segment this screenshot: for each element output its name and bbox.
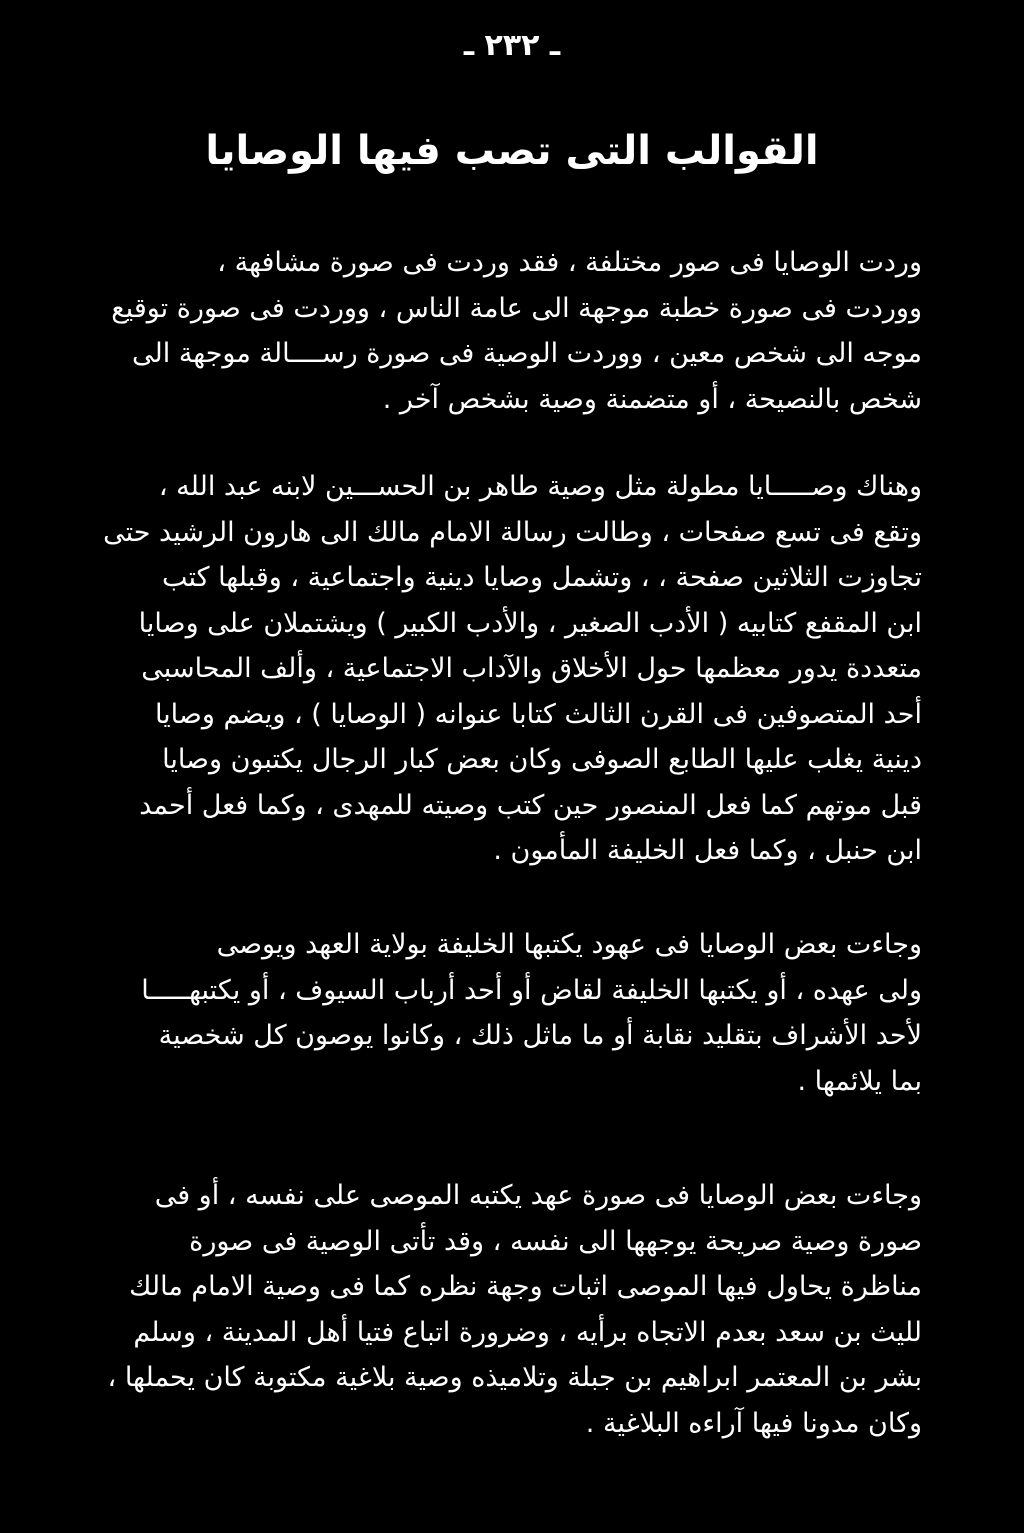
text-line: لليث بن سعد بعدم الاتجاه برأيه ، وضرورة اتباع فتيا أهل المدينة ، وسلم: [133, 1316, 922, 1348]
chapter-title: القوالب التى تصب فيها الوصايا: [205, 128, 819, 174]
text-line: تجاوزت الثلاثين صفحة ، ، وتشمل وصايا دينية واجتماعية ، وقبلها كتب: [161, 562, 922, 593]
text-line: مناظرة يحاول فيها الموصى اثبات وجهة نظره كما فى وصية الامام مالك: [129, 1271, 922, 1302]
text-line: وردت الوصايا فى صور مختلفة ، فقد وردت فى صورة مشافهة ،: [217, 247, 922, 278]
text-line: وكان مدونا فيها آراءه البلاغية .: [585, 1407, 922, 1439]
text-line: ووردت فى صورة خطبة موجهة الى عامة الناس ، ووردت فى صورة توقيع: [111, 292, 922, 324]
text-line: ابن المقفع كتابيه ( الأدب الصغير ، والأدب الكبير ) ويشتملان على وصايا: [138, 607, 922, 639]
text-line: موجه الى شخص معين ، ووردت الوصية فى صورة رســــالة موجهة الى: [132, 338, 922, 369]
text-line: بشر بن المعتمر ابراهيم بن جبلة وتلاميذه وصية بلاغية مكتوبة كان يحملها ،: [107, 1362, 922, 1393]
page-number: ـ ٢٣٢ ـ: [463, 28, 561, 63]
text-line: صورة وصية صريحة يوجهها الى نفسه ، وقد تأتى الوصية فى صورة: [189, 1225, 922, 1257]
paragraph-3: [102, 922, 922, 1104]
paragraph-1: [102, 240, 922, 422]
paragraph-4: [102, 1173, 922, 1446]
text-line: متعددة يدور معظمها حول الأخلاق والآداب الاجتماعية ، وألف المحاسبى: [141, 653, 922, 684]
text-line: وجاءت بعض الوصايا فى عهود يكتبها الخليفة بولاية العهد ويوصى: [216, 929, 922, 960]
text-line: ولى عهده ، أو يكتبها الخليفة لقاض أو أحد أرباب السيوف ، أو يكتبهـــــا: [141, 974, 922, 1006]
text-line: أحد المتصوفين فى القرن الثالث كتابا عنوانه ( الوصايا ) ، ويضم وصايا: [154, 698, 922, 730]
text-line: شخص بالنصيحة ، أو متضمنة وصية بشخص آخر .: [382, 383, 922, 415]
text-line: قبل موتهم كما فعل المنصور حين كتب وصيته للمهدى ، وكما فعل أحمد: [139, 789, 922, 821]
text-line: بما يلائمها .: [797, 1065, 922, 1097]
text-line: لأحد الأشراف بتقليد نقابة أو ما ماثل ذلك ، وكانوا يوصون كل شخصية: [158, 1020, 922, 1051]
paragraph-2: [102, 464, 922, 874]
text-line: وتقع فى تسع صفحات ، وطالت رسالة الامام مالك الى هارون الرشيد حتى: [103, 516, 922, 548]
text-line: ابن حنبل ، وكما فعل الخليفة المأمون .: [493, 835, 922, 866]
text-line: وجاءت بعض الوصايا فى صورة عهد يكتبه الموصى على نفسه ، أو فى: [154, 1180, 922, 1211]
text-line: دينية يغلب عليها الطابع الصوفى وكان بعض كبار الرجال يكتبون وصايا: [162, 744, 922, 775]
text-line: وهناك وصـــــايا مطولة مثل وصية طاهر بن الحســـين لابنه عبد الله ،: [158, 471, 922, 502]
